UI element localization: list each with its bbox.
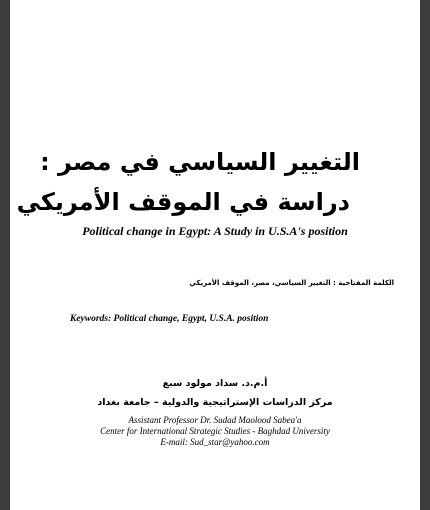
- document-page: [10, 0, 420, 510]
- keywords-arabic: الكلمة المفتاحية : التغيير السياسي، مصر، الموقف الأمريكي: [189, 279, 394, 287]
- affiliation-english: Center for International Strategic Studies - Baghdad University: [100, 426, 330, 436]
- email-address[interactable]: E-mail: Sud_star@yahoo.com: [160, 437, 270, 447]
- viewer-background-left: [0, 0, 10, 510]
- viewer-background-right: [420, 0, 430, 510]
- keywords-english: Keywords: Political change, Egypt, U.S.A. position: [70, 314, 269, 324]
- title-arabic-line-1: التغيير السياسي في مصر :: [40, 148, 360, 176]
- title-english: Political change in Egypt: A Study in U.S.A's position: [82, 224, 348, 238]
- author-name-arabic: أ.م.د. سداد مولود سبع: [162, 378, 268, 389]
- author-name-english: Assistant Professor Dr. Sudad Maolood Sabea'a: [128, 415, 302, 425]
- affiliation-arabic: مركز الدراسات الإستراتيجية والدولية – جامعة بغداد: [97, 397, 333, 408]
- title-arabic-line-2: دراسة في الموقف الأمريكي: [16, 188, 350, 216]
